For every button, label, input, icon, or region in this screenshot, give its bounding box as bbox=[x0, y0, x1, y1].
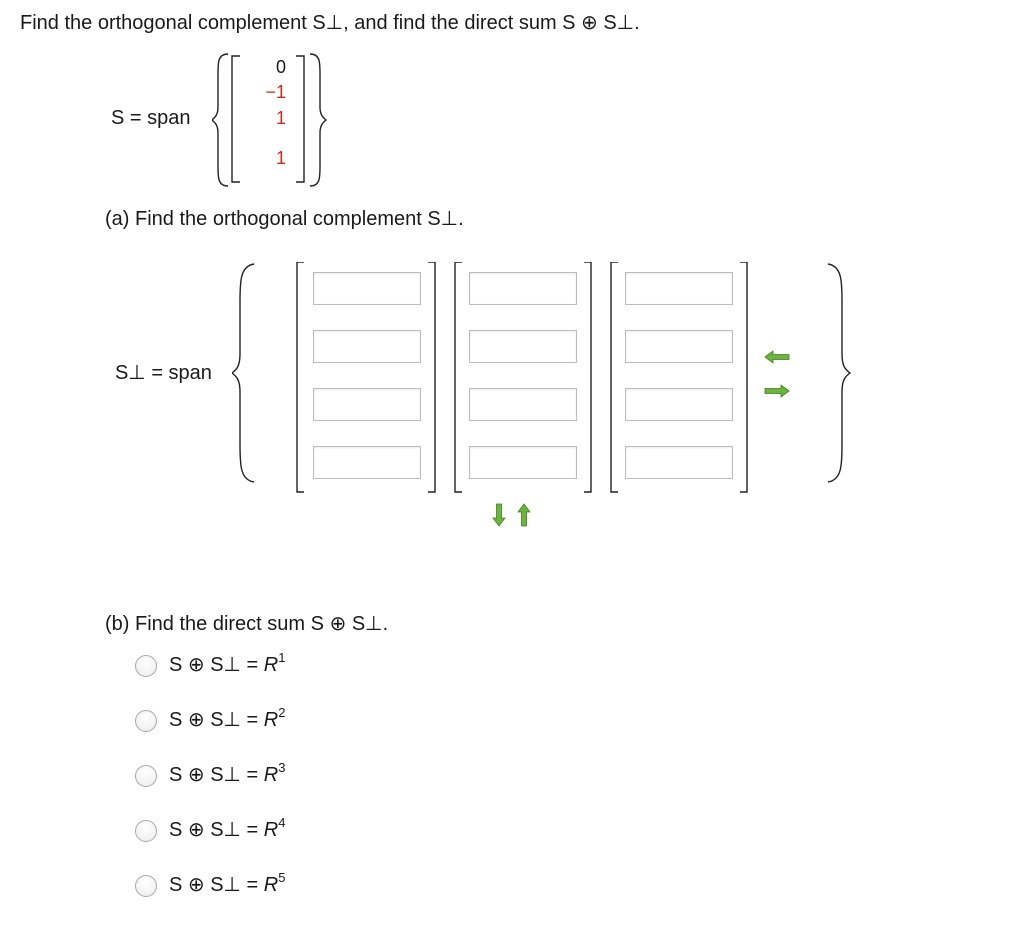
option-r3[interactable] bbox=[135, 762, 435, 792]
answer-vector-1 bbox=[313, 272, 425, 484]
arrow-up-icon[interactable] bbox=[517, 503, 531, 527]
option-r5[interactable] bbox=[135, 872, 435, 902]
option-label: S ⊕ S⊥ = $R^5$ bbox=[169, 870, 286, 896]
option-label: S ⊕ S⊥ = $R^4$ bbox=[169, 815, 286, 841]
direct-sum-options bbox=[135, 652, 435, 902]
given-vector bbox=[256, 52, 292, 188]
vector-2-entry-4[interactable] bbox=[469, 446, 577, 479]
vector-3-entry-3[interactable] bbox=[625, 388, 733, 421]
option-r2[interactable] bbox=[135, 707, 435, 737]
vector-1-entry-2[interactable] bbox=[313, 330, 421, 363]
option-r4[interactable] bbox=[135, 817, 435, 847]
question-prompt: Find the orthogonal complement S⊥, and find the direct sum S ⊕ S⊥. bbox=[20, 12, 640, 34]
option-radio[interactable] bbox=[135, 710, 157, 732]
option-radio[interactable] bbox=[135, 820, 157, 842]
option-radio[interactable] bbox=[135, 875, 157, 897]
arrow-right-icon[interactable] bbox=[764, 384, 790, 398]
option-radio[interactable] bbox=[135, 765, 157, 787]
s-perp-span-label: S⊥ = span bbox=[115, 362, 212, 384]
given-vector-entry: 0 bbox=[275, 57, 286, 77]
vector-1-entry-4[interactable] bbox=[313, 446, 421, 479]
vector-2-entry-1[interactable] bbox=[469, 272, 577, 305]
option-r1[interactable] bbox=[135, 652, 435, 682]
vector-3-entry-4[interactable] bbox=[625, 446, 733, 479]
vector-2-entry-2[interactable] bbox=[469, 330, 577, 363]
answer-vector-2 bbox=[469, 272, 581, 484]
arrow-down-icon[interactable] bbox=[492, 503, 506, 527]
vector-3-entry-1[interactable] bbox=[625, 272, 733, 305]
option-label: S ⊕ S⊥ = $R^1$ bbox=[169, 650, 286, 676]
s-span-label: S = span bbox=[111, 107, 191, 129]
vector-2-entry-3[interactable] bbox=[469, 388, 577, 421]
answer-vector-3 bbox=[625, 272, 737, 484]
option-label: S ⊕ S⊥ = $R^2$ bbox=[169, 705, 286, 731]
arrow-left-icon[interactable] bbox=[764, 350, 790, 364]
given-vector-entry: 1 bbox=[275, 108, 286, 128]
given-vector-entry: 1 bbox=[275, 148, 286, 168]
vector-3-entry-2[interactable] bbox=[625, 330, 733, 363]
part-b-label: (b) Find the direct sum S ⊕ S⊥. bbox=[105, 613, 389, 635]
given-vector-entry: −1 bbox=[265, 82, 286, 102]
vector-1-entry-3[interactable] bbox=[313, 388, 421, 421]
part-a-label: (a) Find the orthogonal complement S⊥. bbox=[105, 208, 464, 230]
option-label: S ⊕ S⊥ = $R^3$ bbox=[169, 760, 286, 786]
vector-1-entry-1[interactable] bbox=[313, 272, 421, 305]
option-radio[interactable] bbox=[135, 655, 157, 677]
